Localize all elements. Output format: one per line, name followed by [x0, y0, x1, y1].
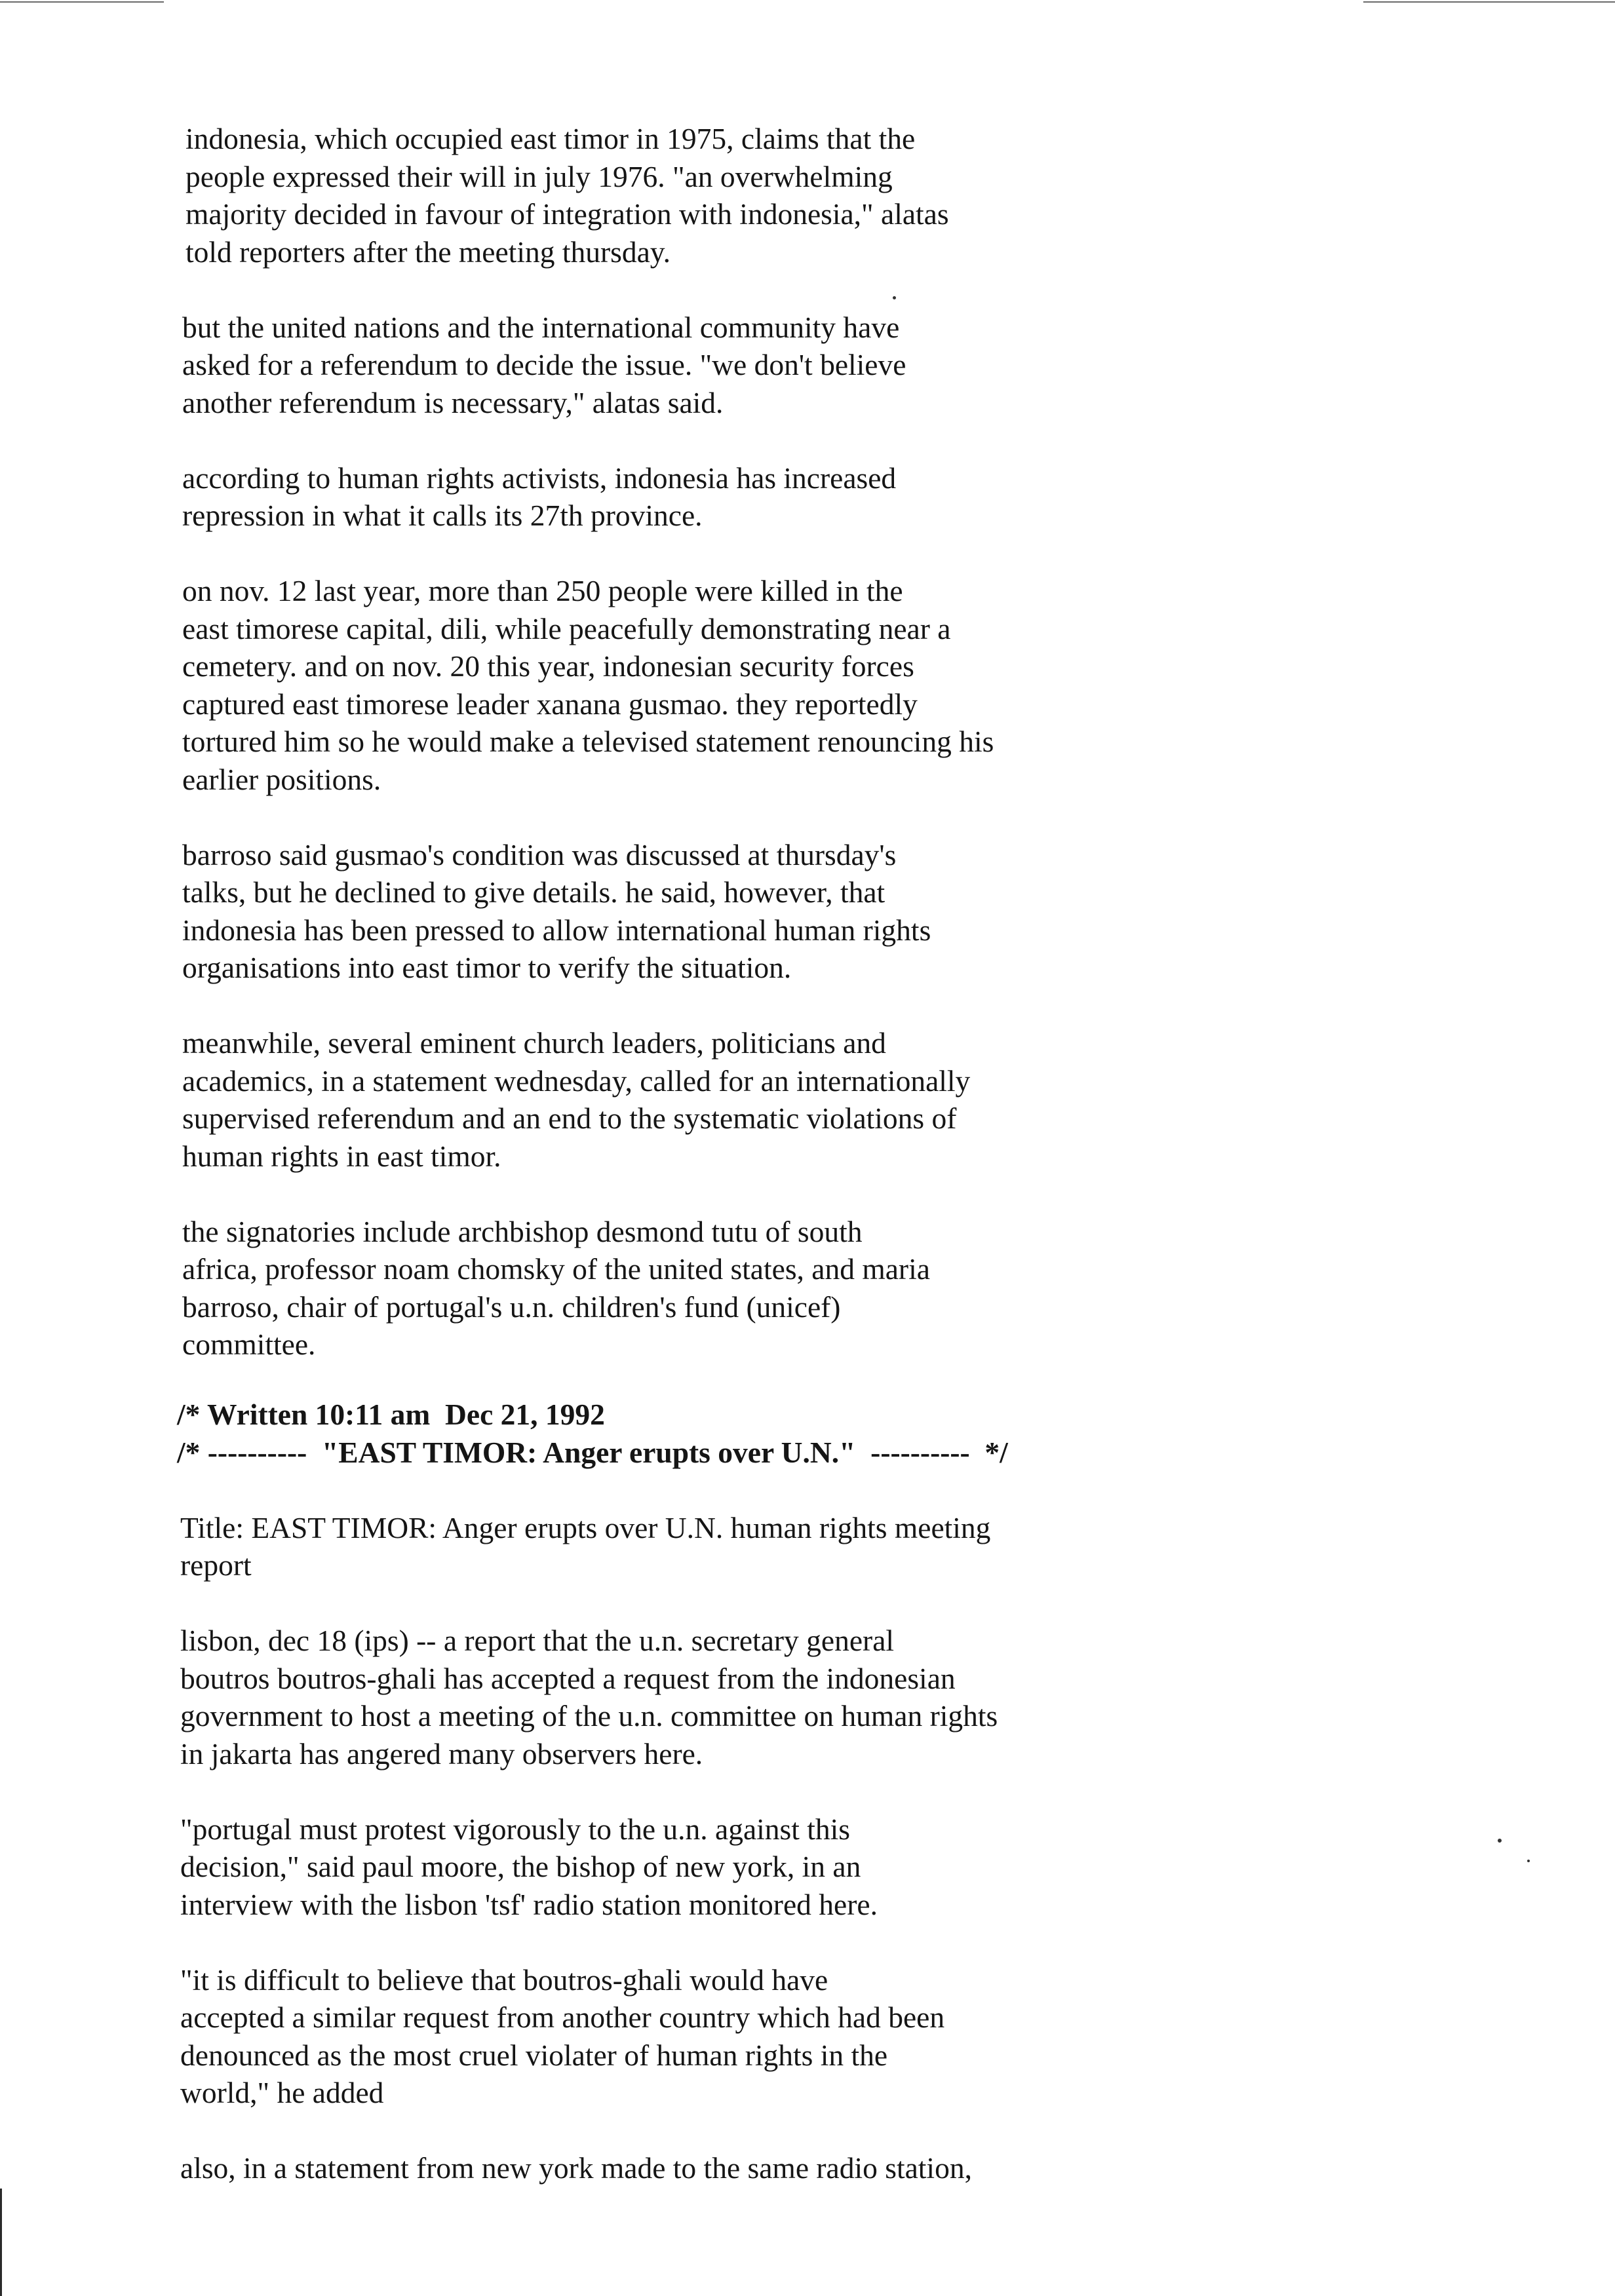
text-line: accepted a similar request from another country which had been	[180, 2000, 945, 2034]
text-line: asked for a referendum to decide the issue. "we don't believe	[182, 348, 906, 381]
message-title-line: /* ---------- "EAST TIMOR: Anger erupts over U.N." ---------- */	[177, 1435, 1008, 1469]
text-line: the signatories include archbishop desmond tutu of south	[182, 1214, 863, 1248]
text-line: denounced as the most cruel violater of human rights in the	[180, 2038, 888, 2072]
paragraph	[177, 120, 1344, 271]
text-line: indonesia has been pressed to allow international human rights	[182, 913, 931, 947]
text-line: talks, but he declined to give details. he said, however, that	[182, 875, 885, 909]
text-line: "it is difficult to believe that boutros-ghali would have	[180, 1962, 828, 1997]
paragraph	[177, 572, 1344, 798]
text-line: boutros boutros-ghali has accepted a request from the indonesian	[180, 1661, 956, 1695]
paragraph	[177, 2149, 1344, 2187]
scan-speck	[1498, 1839, 1502, 1843]
text-line: interview with the lisbon 'tsf' radio station monitored here.	[180, 1887, 878, 1921]
paragraph	[177, 459, 1344, 535]
text-line: in jakarta has angered many observers here.	[180, 1736, 703, 1770]
scan-edge-top-left	[0, 1, 164, 3]
text-line: world," he added	[180, 2076, 384, 2109]
paragraph	[177, 1810, 1344, 1924]
text-line: earlier positions.	[182, 762, 381, 796]
paragraph	[177, 1509, 1344, 1584]
text-line: academics, in a statement wednesday, called for an internationally	[182, 1063, 971, 1098]
text-line: government to host a meeting of the u.n. committee on human rights	[180, 1699, 998, 1732]
paragraph	[177, 1024, 1344, 1175]
text-line: people expressed their will in july 1976. "an overwhelming	[185, 159, 893, 193]
text-line: another referendum is necessary," alatas said.	[182, 385, 724, 419]
document-body	[177, 120, 1344, 2225]
text-line: committee.	[182, 1328, 316, 1361]
paragraph	[177, 836, 1344, 987]
text-line: but the united nations and the international community have	[182, 310, 900, 344]
text-line: meanwhile, several eminent church leaders, politicians and	[182, 1026, 886, 1060]
text-line: indonesia, which occupied east timor in 1975, claims that the	[185, 122, 916, 155]
text-line: Title: EAST TIMOR: Anger erupts over U.N. human rights meeting	[180, 1510, 991, 1544]
text-line: also, in a statement from new york made to the same radio station,	[180, 2151, 972, 2185]
text-line: report	[180, 1548, 252, 1582]
message-header	[177, 1396, 1344, 1471]
text-line: on nov. 12 last year, more than 250 people were killed in the	[182, 574, 903, 607]
text-line: told reporters after the meeting thursday.	[185, 235, 671, 269]
text-line: east timorese capital, dili, while peacefully demonstrating near a	[182, 611, 951, 645]
text-line: organisations into east timor to verify the situation.	[182, 951, 792, 984]
text-line: captured east timorese leader xanana gusmao. they reportedly	[182, 687, 918, 721]
text-line: cemetery. and on nov. 20 this year, indonesian security forces	[182, 649, 914, 683]
text-line: barroso said gusmao's condition was discussed at thursday's	[182, 837, 897, 871]
text-line: supervised referendum and an end to the systematic violations of	[182, 1101, 957, 1135]
scan-edge-bottom-left	[0, 2189, 2, 2296]
text-line: majority decided in favour of integration with indonesia," alatas	[185, 197, 949, 231]
text-line: human rights in east timor.	[182, 1139, 501, 1173]
paragraph	[177, 309, 1344, 422]
text-line: decision," said paul moore, the bishop of new york, in an	[180, 1850, 861, 1883]
paragraph	[177, 1622, 1344, 1772]
text-line: lisbon, dec 18 (ips) -- a report that the u.n. secretary general	[180, 1624, 895, 1657]
text-line: according to human rights activists, indonesia has increased	[182, 461, 897, 495]
paragraph	[177, 1213, 1344, 1364]
scan-speck	[1527, 1860, 1530, 1862]
text-line: africa, professor noam chomsky of the united states, and maria	[182, 1252, 930, 1286]
text-line: "portugal must protest vigorously to the u.n. against this	[180, 1812, 851, 1846]
written-timestamp-line: /* Written 10:11 am Dec 21, 1992	[177, 1398, 605, 1431]
text-line: barroso, chair of portugal's u.n. children's fund (unicef)	[182, 1290, 841, 1324]
scan-edge-top-right	[1363, 1, 1615, 3]
text-line: repression in what it calls its 27th province.	[182, 499, 703, 532]
paragraph	[177, 1961, 1344, 2112]
text-line: tortured him so he would make a televised statement renouncing his	[182, 725, 994, 758]
